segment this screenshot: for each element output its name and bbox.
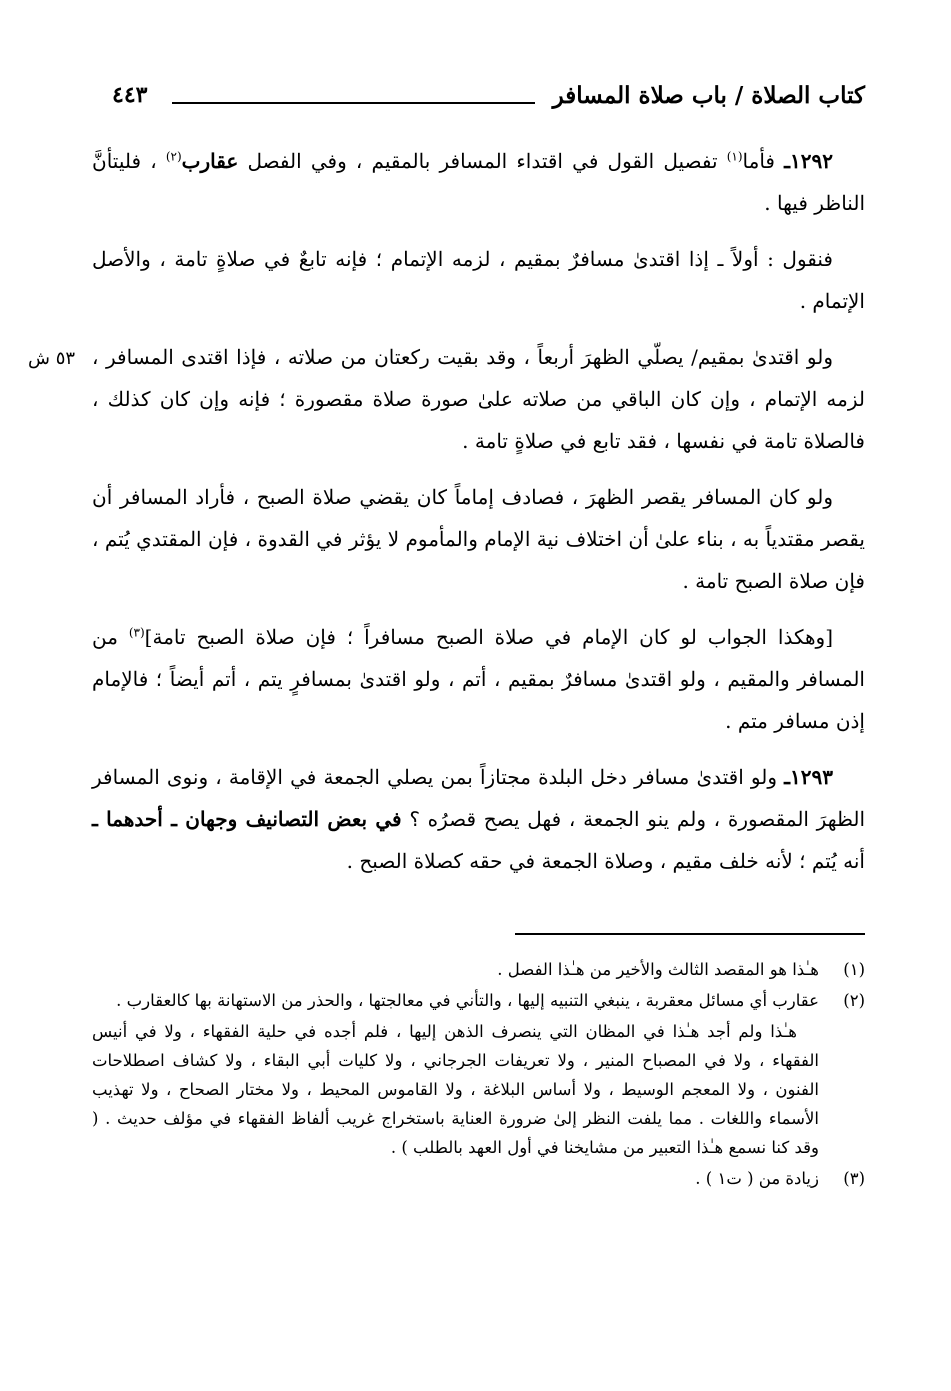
footnote-text: هـٰذا هو المقصد الثالث والأخير من هـٰذا الفصل . [497, 960, 819, 979]
footnote-3 [92, 1164, 865, 1193]
text-segment: [وهكذا الجواب لو كان الإمام في صلاة الصبح مسافراً ؛ فإن صلاة الصبح تامة] [144, 625, 833, 649]
header-rule [172, 102, 535, 104]
text-segment: ، فليتأنَّ الناظر فيها . [92, 149, 865, 215]
paragraph-3: ولو اقتدىٰ بمقيم/ يصلّي الظهرَ أربعاً ، وقد بقيت ركعتان من صلاته ، فإذا اقتدى المسافر ، لزمه الإتمام ، وإن كان الباقي من صلاته علىٰ صورة صلاة مقصورة ؛ فإنه وإن كان كذلك ، فالصلاة تامة في نفسها ، فقد تابع في صلاةٍ تامة . [92, 345, 865, 453]
paragraph-1292 [92, 140, 865, 224]
footnotes [92, 955, 865, 1195]
text-segment: أنه يُتم ؛ لأنه خلف مقيم ، وصلاة الجمعة في حقه كصلاة الصبح . [346, 849, 865, 873]
margin-note: ٥٣ ش [28, 348, 76, 369]
text-segment: تفصيل القول في اقتداء المسافر بالمقيم ، وفي الفصل [238, 149, 727, 173]
footnote-2-continuation: هـٰذا ولم أجد هـٰذا في المظان التي ينصرف الذهن إليها ، فلم أجده في حلية الفقهاء ، ولا في أنيس الفقهاء ، ولا في المصباح المنير ، ولا تعريفات الجرجاني ، ولا كليات أبي البقاء ، ولا كشاف اصطلاحات الفنون ، ولا المعجم الوسيط ، ولا أساس البلاغة ، ولا القاموس المحيط ، ولا مختار الصحاح ، ولا تهذيب الأسماء واللغات . مما يلفت النظر إلىٰ ضرورة العناية باستخراج غريب ألفاظ الفقهاء في مؤلف حديث . ( وقد كنا نسمع هـٰذا التعبير من مشايخنا في أول العهد بالطلب ) . [92, 1022, 819, 1157]
footnote-number: (٣) [843, 1169, 865, 1188]
issue-number: ١٢٩٣ـ [784, 765, 833, 789]
paragraph-5 [92, 616, 865, 742]
footnote-number: (٢) [843, 991, 865, 1010]
bold-term: عقارب [181, 149, 239, 173]
main-text [92, 140, 865, 896]
text-segment: فأما [742, 149, 785, 173]
footnote-text: زيادة من ( ت١ ) . [695, 1169, 819, 1188]
text-segment: ولو اقتدىٰ مسافر دخل البلدة مجتازاً بمن يصلي الجمعة في الإقامة ، ونوى المسافر الظهرَ المقصورة ، ولم ينو الجمعة ، فهل يصح قصرُه ؟ [92, 765, 865, 831]
issue-number: ١٢٩٢ـ [784, 149, 833, 173]
paragraph-1293 [92, 756, 865, 882]
footnote-ref-3[interactable]: (٣) [128, 625, 145, 640]
footnote-1 [92, 955, 865, 984]
paragraph-4: ولو كان المسافر يقصر الظهرَ ، فصادف إماماً كان يقضي صلاة الصبح ، فأراد المسافر أن يقصر مقتدياً به ، بناء علىٰ أن اختلاف نية الإمام والمأموم لا يؤثر في القدوة ، فإن المقتدي يُتم ، فإن صلاة الصبح تامة . [92, 485, 865, 593]
page-number: ٤٤٣ [112, 82, 148, 108]
footnote-ref-2[interactable]: (٢) [165, 149, 182, 164]
footnote-2 [92, 986, 865, 1015]
footnote-ref-1[interactable]: (١) [726, 149, 743, 164]
text-segment: من المسافر والمقيم ، ولو اقتدىٰ مسافرٌ بمقيم ، أتم ، ولو اقتدىٰ بمسافرٍ يتم ، أتم أيضاً ؛ فالإمام إذن مسافر متم . [92, 625, 865, 733]
footnote-number: (١) [843, 960, 865, 979]
running-header [112, 82, 865, 122]
footnote-text: عقارب أي مسائل معقربة ، ينبغي التنبيه إليها ، والتأني في معالجتها ، والحذر من الاستهانة بها كالعقارب . [116, 991, 819, 1010]
bold-phrase: في بعض التصانيف وجهان ـ أحدهما ـ [92, 807, 402, 831]
paragraph-2: فنقول : أولاً ـ إذا اقتدىٰ مسافرٌ بمقيم ، لزمه الإتمام ؛ فإنه تابعٌ في صلاةٍ تامة ، والأصل الإتمام . [92, 247, 865, 313]
header-title: كتاب الصلاة / باب صلاة المسافر [552, 82, 865, 109]
footnote-separator [515, 933, 865, 935]
